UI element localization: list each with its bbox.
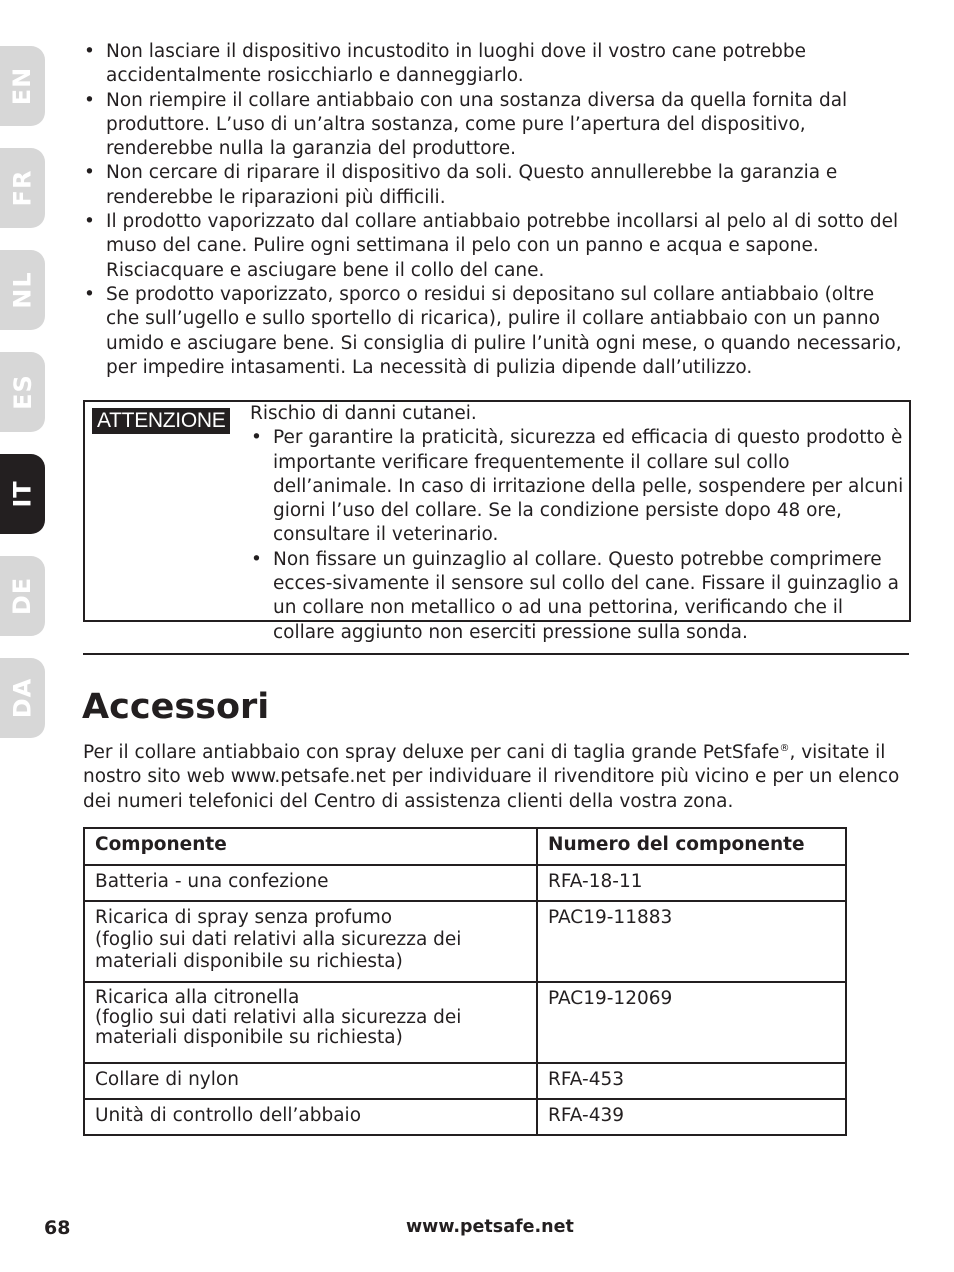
table-cell-part-number: RFA-453	[537, 1063, 846, 1099]
table-row	[84, 1063, 846, 1099]
column-header-part-number: Numero del componente	[537, 828, 846, 865]
table-row	[84, 982, 846, 1063]
care-bullet-list	[83, 40, 911, 380]
page-number: 68	[44, 1217, 71, 1239]
lang-tab-it[interactable]	[0, 454, 45, 534]
lang-tab-da[interactable]	[0, 658, 45, 738]
accessories-intro	[83, 737, 911, 814]
warning-list	[250, 426, 907, 645]
lang-tab-label: IT	[8, 480, 37, 508]
table-row	[84, 865, 846, 901]
lang-tab-nl[interactable]	[0, 250, 45, 330]
lang-tab-de[interactable]	[0, 556, 45, 636]
list-item: • Il prodotto vaporizzato dal collare antiabbaio potrebbe incollarsi al pelo al di sotto del muso del cane. Pulire ogni settimana il pelo con un panno e acqua e sapone. Risciacquare e asciugare bene il collo del cane.	[83, 210, 911, 283]
care-instructions	[83, 40, 911, 380]
list-item: • Per garantire la praticità, sicurezza ed efficacia di questo prodotto è importante verificare frequentemente il collare sul collo dell’animale. In caso di irritazione della pelle, sospendere per alcuni giorni l’uso del collare. Se la condizione persiste dopo 48 ore, consultare il veterinario.	[250, 426, 907, 547]
lang-tab-es[interactable]	[0, 352, 45, 432]
table-cell-part-number: PAC19-11883	[537, 901, 846, 982]
table-cell-component: Collare di nylon	[84, 1063, 537, 1099]
list-item: • Non cercare di riparare il dispositivo da soli. Questo annullerebbe la garanzia e renderebbe le riparazioni più difficili.	[83, 161, 911, 210]
warning-box	[83, 400, 911, 643]
lang-tab-label: DA	[8, 677, 37, 719]
footer-url[interactable]: www.petsafe.net	[406, 1217, 574, 1237]
list-item: • Non riempire il collare antiabbaio con una sostanza diversa da quella fornita dal produttore. L’uso di un’altra sostanza, come pure l’apertura del dispositivo, renderebbe nulla la garanzia del produttore.	[83, 89, 911, 162]
warning-heading: Rischio di danni cutanei.	[250, 403, 477, 424]
table-cell-part-number: RFA-18-11	[537, 865, 846, 901]
registered-mark: ®	[779, 743, 790, 754]
section-divider	[83, 653, 909, 655]
table-row	[84, 1099, 846, 1135]
lang-tab-fr[interactable]	[0, 148, 45, 228]
section-title: Accessori	[82, 687, 270, 727]
lang-tab-label: FR	[8, 169, 37, 207]
table-header-row	[84, 828, 846, 865]
intro-text-end: , visitate il nostro sito web www.petsafe.net per individuare il rivenditore più vicino e per un elenco dei numeri telefonici del Centro di assistenza clienti della vostra zona.	[83, 742, 900, 812]
warning-label: ATTENZIONE	[92, 408, 230, 434]
warning-body	[250, 402, 907, 645]
lang-tab-en[interactable]	[0, 46, 45, 126]
lang-tab-label: EN	[8, 66, 37, 106]
column-header-component: Componente	[84, 828, 537, 865]
table-row	[84, 901, 846, 982]
table-cell-part-number: PAC19-12069	[537, 982, 846, 1063]
table-cell-component: Batteria - una confezione	[84, 865, 537, 901]
table-cell-component: Ricarica di spray senza profumo (foglio sui dati relativi alla sicurezza dei materiali disponibile su richiesta)	[84, 901, 537, 982]
list-item: • Non lasciare il dispositivo incustodito in luoghi dove il vostro cane potrebbe accidentalmente rosicchiarlo e danneggiarlo.	[83, 40, 911, 89]
list-item: • Non fissare un guinzaglio al collare. Questo potrebbe comprimere ecces-sivamente il sensore sul collo del cane. Fissare il guinzaglio a un collare non metallico o ad una pettorina, verificando che il collare aggiunto non eserciti pressione sulla sonda.	[250, 548, 907, 645]
lang-tab-label: NL	[8, 271, 37, 309]
table-cell-component: Unità di controllo dell’abbaio	[84, 1099, 537, 1135]
lang-tab-label: ES	[8, 374, 37, 410]
table-cell-part-number: RFA-439	[537, 1099, 846, 1135]
accessories-table	[83, 827, 847, 1136]
intro-text-start: Per il collare antiabbaio con spray deluxe per cani di taglia grande PetSfafe	[83, 742, 780, 764]
table-cell-component: Ricarica alla citronella (foglio sui dati relativi alla sicurezza dei materiali disponibile su richiesta)	[84, 982, 537, 1063]
list-item: • Se prodotto vaporizzato, sporco o residui si depositano sul collare antiabbaio (oltre che sull’ugello e sullo sportello di ricarica), pulire il collare antiabbaio con un panno umido e asciugare bene. Si consiglia di pulire l’unità ogni mese, o quando necessario, per impedire intasamenti. La necessità di pulizia dipende dall’utilizzo.	[83, 283, 911, 380]
lang-tab-label: DE	[8, 576, 37, 616]
